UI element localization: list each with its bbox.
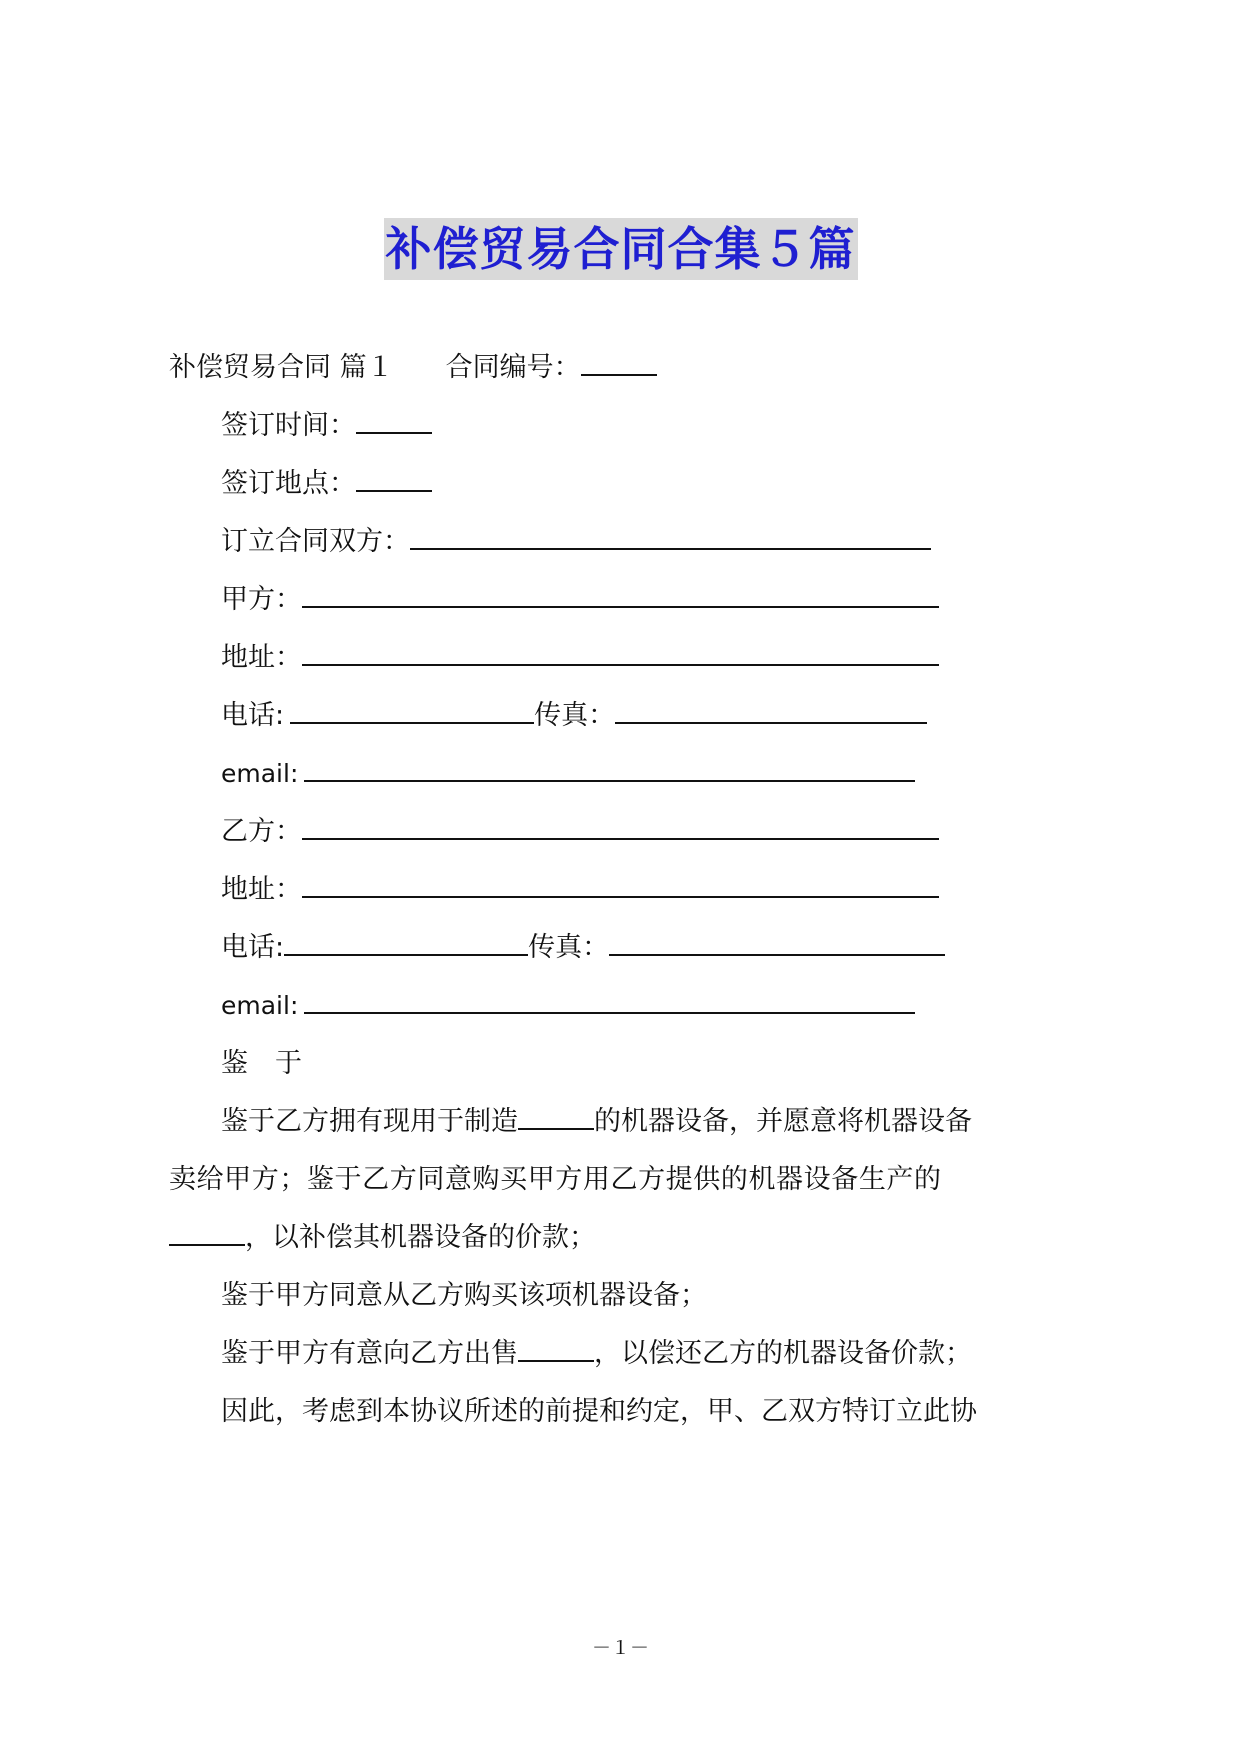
parties-blank	[410, 522, 931, 550]
party-a-line	[221, 580, 939, 620]
address-a-blank	[302, 638, 939, 666]
page-number: －１－	[591, 1637, 649, 1659]
contract-no-blank	[581, 348, 657, 376]
paragraph-1-line-1	[221, 1102, 972, 1142]
fax-a-blank	[615, 696, 927, 724]
contract-heading: 补偿贸易合同 篇１	[169, 352, 394, 383]
address-b-line	[221, 870, 939, 910]
party-a-label: 甲方：	[221, 584, 302, 615]
sign-time-line	[221, 406, 432, 446]
email-a-blank	[304, 754, 915, 782]
address-b-blank	[302, 870, 939, 898]
party-b-label: 乙方：	[221, 816, 302, 847]
p3-blank	[518, 1334, 594, 1362]
p1-text-c: ，以补偿其机器设备的价款；	[245, 1222, 596, 1253]
party-b-line	[221, 812, 939, 852]
email-a-line	[221, 754, 915, 794]
phone-b-blank	[284, 928, 528, 956]
address-a-label: 地址：	[221, 642, 302, 673]
email-b-line	[221, 986, 915, 1026]
p3-text-b: ，以偿还乙方的机器设备价款；	[594, 1338, 972, 1369]
p1-blank-2	[169, 1218, 245, 1246]
party-a-blank	[302, 580, 939, 608]
sign-place-line	[221, 464, 432, 504]
title-text: 补偿贸易合同合集５篇	[384, 218, 858, 280]
p1-blank-1	[518, 1102, 594, 1130]
address-b-label: 地址：	[221, 874, 302, 905]
paragraph-1-line-3	[169, 1218, 596, 1258]
phone-a-label: 电话:	[221, 700, 285, 731]
contract-header-line	[169, 348, 657, 388]
contract-no-label: 合同编号：	[445, 352, 581, 383]
fax-b-label: 传真：	[528, 932, 610, 963]
phone-a-blank	[290, 696, 534, 724]
parties-label: 订立合同双方：	[221, 526, 410, 557]
paragraph-1-line-2: 卖给甲方；鉴于乙方同意购买甲方用乙方提供的机器设备生产的	[169, 1164, 941, 1195]
email-b-blank	[304, 986, 915, 1014]
whereas-heading: 鉴 于	[221, 1048, 302, 1079]
address-a-line	[221, 638, 939, 678]
sign-time-blank	[356, 406, 432, 434]
phone-fax-b-line	[221, 928, 945, 968]
parties-line	[221, 522, 931, 562]
email-a-label: email:	[221, 759, 299, 788]
paragraph-2: 鉴于甲方同意从乙方购买该项机器设备；	[221, 1280, 707, 1311]
document-title	[0, 218, 1241, 280]
party-b-blank	[302, 812, 939, 840]
sign-time-label: 签订时间：	[221, 410, 356, 441]
sign-place-label: 签订地点：	[221, 468, 356, 499]
paragraph-4: 因此，考虑到本协议所述的前提和约定，甲、乙双方特订立此协	[221, 1396, 977, 1427]
fax-a-label: 传真：	[534, 700, 616, 731]
p1-text-b: 的机器设备，并愿意将机器设备	[594, 1106, 972, 1137]
p1-text-a: 鉴于乙方拥有现用于制造	[221, 1106, 518, 1137]
p3-text-a: 鉴于甲方有意向乙方出售	[221, 1338, 518, 1369]
phone-fax-a-line	[221, 696, 927, 736]
phone-b-label: 电话:	[221, 932, 285, 963]
email-b-label: email:	[221, 991, 299, 1020]
sign-place-blank	[356, 464, 432, 492]
paragraph-3	[221, 1334, 972, 1374]
fax-b-blank	[609, 928, 945, 956]
